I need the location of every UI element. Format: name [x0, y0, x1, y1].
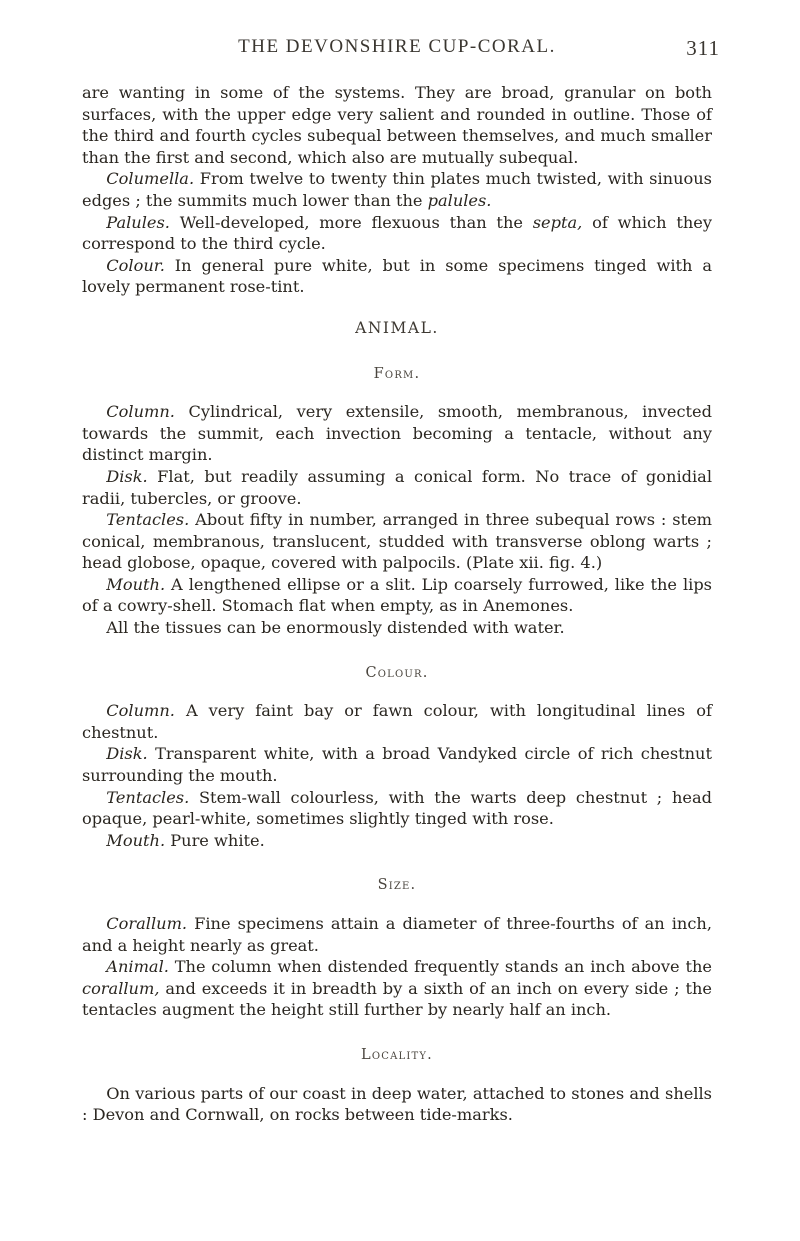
paragraph-form-mouth [82, 574, 712, 617]
form-mouth-text: A lengthened ellipse or a slit. Lip coarsely furrowed, like the lips of a cowry-shell. Stomach flat when empty, as in Anemones. [82, 574, 712, 616]
size-corallum-lead: Corallum. [106, 914, 188, 933]
paragraph-colour-column [82, 700, 712, 743]
paragraph-colour-mouth [82, 830, 712, 852]
size-animal-rest: and exceeds it in breadth by a sixth of an inch on every side ; the tentacles augment the height still further by nearly half an inch. [82, 978, 712, 1020]
colour-column-text: A very faint bay or fawn colour, with longitudinal lines of chestnut. [82, 701, 712, 742]
paragraph-form-tentacles [82, 509, 712, 574]
palules-text: Well-developed, more flexuous than the [169, 212, 533, 232]
paragraph-colour-tentacles [82, 787, 712, 830]
colour-lead: Colour. [106, 255, 165, 275]
paragraph-form-tissues [82, 617, 712, 639]
paragraph-form-column [82, 401, 712, 466]
form-disk-text: Flat, but readily assuming a conical form. No trace of gonidial radii, tubercles, or groove. [82, 466, 712, 508]
paragraph-septa-continued: are wanting in some of the systems. They are broad, granular on both surfaces, with the upper edge very salient and rounded in outline. Those of the third and fourth cycles subequal between themselves, and much smaller than the first and second, which also are mutually subequal. [82, 83, 712, 167]
paragraph-colour-disk [82, 743, 712, 786]
size-animal-lead: Animal. [106, 957, 169, 977]
columella-lead: Columella. [106, 169, 195, 189]
palules-rest: of which they correspond to the third cycle. [82, 212, 712, 254]
form-disk-lead: Disk. [106, 466, 148, 486]
columella-italic: palules. [427, 190, 492, 210]
body-text [82, 82, 712, 1126]
paragraph-form-disk [82, 466, 712, 509]
form-tissues-text: All the tissues can be enormously distended with water. [106, 618, 565, 638]
paragraph-size-corallum [82, 913, 712, 956]
size-animal-text: The column when distended frequently stands an inch above the [168, 957, 712, 977]
page-number: 311 [686, 36, 720, 60]
form-heading: Form. [373, 365, 421, 382]
animal-heading: ANIMAL. [355, 318, 439, 337]
form-tentacles-text: About fifty in number, arranged in three subequal rows : stem conical, membranous, translucent, studded with transverse oblong warts ; head globose, opaque, covered with palpocils. (Plate xii. fig. 4.) [82, 510, 712, 573]
colour-heading: Colour. [365, 664, 429, 681]
form-column-lead: Column. [106, 402, 175, 422]
paragraph-corallum-colour [82, 255, 712, 298]
form-mouth-lead: Mouth. [106, 574, 166, 594]
running-head [82, 36, 720, 66]
paragraph-size-animal [82, 956, 712, 1021]
locality-text: On various parts of our coast in deep water, attached to stones and shells : Devon and Cornwall, on rocks between tide-marks. [82, 1083, 712, 1125]
colour-tentacles-text: Stem-wall colourless, with the warts deep chestnut ; head opaque, pearl-white, sometimes slightly tinged with rose. [82, 787, 712, 829]
size-animal-italic: corallum, [82, 978, 160, 998]
paragraph-palules [82, 212, 712, 255]
colour-mouth-lead: Mouth. [106, 830, 166, 850]
palules-italic: septa, [532, 212, 583, 232]
colour-tentacles-lead: Tentacles. [106, 787, 190, 807]
paragraph-locality [82, 1083, 712, 1126]
size-corallum-text: Fine specimens attain a diameter of three-fourths of an inch, and a height nearly as great. [82, 914, 712, 955]
colour-column-lead: Column. [106, 701, 175, 721]
colour-disk-text: Transparent white, with a broad Vandyked circle of rich chestnut surrounding the mouth. [82, 744, 712, 786]
form-tentacles-lead: Tentacles. [106, 510, 190, 530]
colour-mouth-text: Pure white. [165, 830, 265, 850]
running-head-title: THE DEVONSHIRE CUP-CORAL. [238, 36, 556, 57]
palules-lead: Palules. [106, 212, 170, 232]
form-column-text: Cylindrical, very extensile, smooth, membranous, invected towards the summit, each invection becoming a tentacle, without any distinct margin. [82, 402, 712, 465]
paragraph-columella [82, 168, 712, 211]
colour-text: In general pure white, but in some specimens tinged with a lovely permanent rose-tint. [82, 255, 712, 297]
columella-text: From twelve to twenty thin plates much twisted, with sinuous edges ; the summits much lower than the [82, 169, 712, 210]
colour-disk-lead: Disk. [106, 744, 148, 764]
size-heading: Size. [377, 877, 417, 894]
locality-heading: Locality. [361, 1046, 433, 1063]
